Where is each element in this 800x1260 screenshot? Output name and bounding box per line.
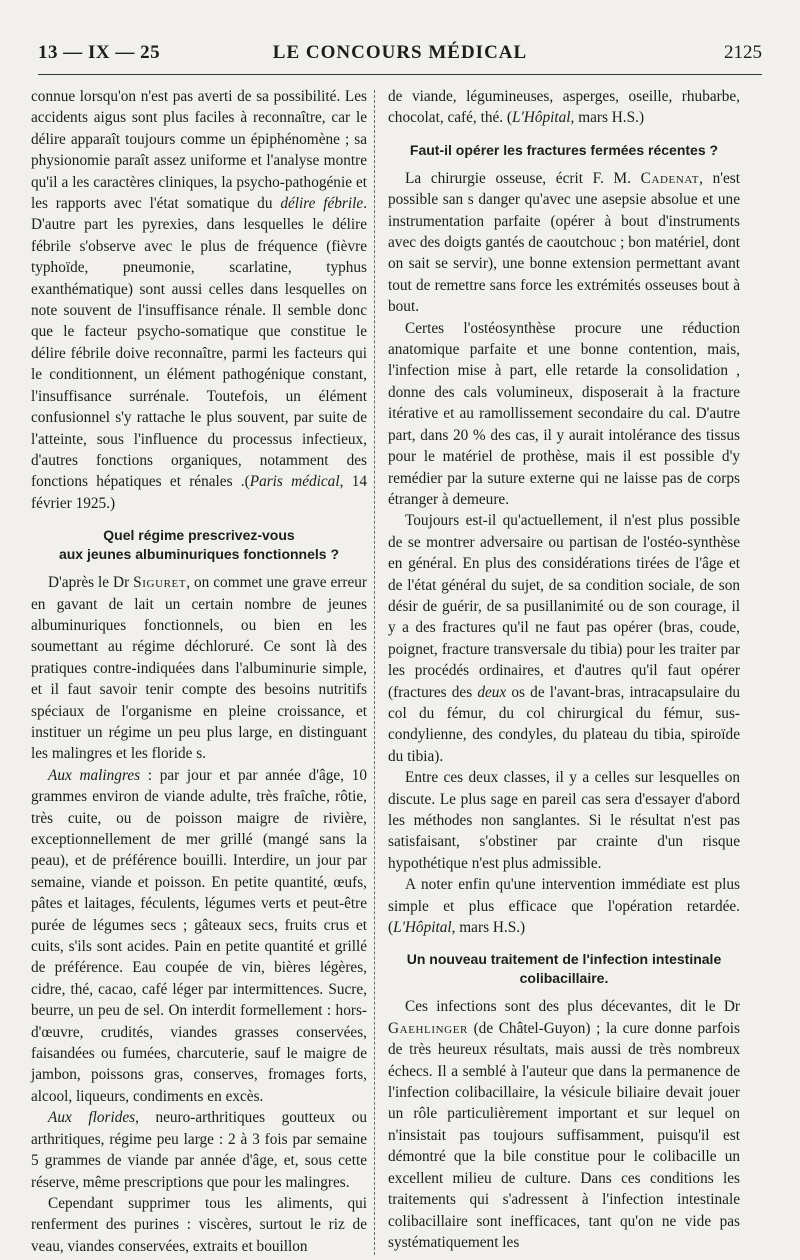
column-divider [374,90,375,1255]
article-heading-fractures: Faut-il opérer les fractures fermées récentes ? [409,141,719,158]
page-header [38,36,762,75]
left-paragraph-florides: Aux florides, neuro-arthritiques goutteux ou arthritiques, régime peu large : 2 à 3 fois par semaine 5 grammes de viande par année d'âge, et, sous cette réserve, même prescriptions que pour les malingres. [31,1109,367,1191]
header-page-number: 2125 [724,42,762,63]
right-paragraph-5: Entre ces deux classes, il y a celles sur lesquelles on discute. Le plus sage en pareil cas sera d'essayer d'abord les méthodes non sanglantes. Si le résultat n'est pas satisfaisant, s'obstiner par crainte d'un risque hypothétique n'est plus admissible. [388,769,740,872]
right-paragraph-3: Certes l'ostéosynthèse procure une réduction anatomique parfaite et une bonne contention, mais, l'infection mise à part, elle retarde la consolidation , donne des cals volumineux, disposerait à la fracture itérative et au ramollissement secondaire du cal. D'autre part, dans 20 % des cas, il y aurait intolérance des tissus pour le matériel de prothèse, mais il est possible d'y remédier par la suture externe qui ne laisse pas de corps étranger à demeure. [388,319,740,508]
left-column [31,86,367,1257]
left-paragraph-2: D'après le Dr Siguret, on commet une grave erreur en gavant de lait un certain nombre de jeunes albuminuriques fonctionnels, ou bien en les soumettant au régime déchloruré. Ce sont là des pratiques contre-indiquées dans l'albuminurie simple, et il faut savoir tenir compte des besoins nutritifs spéciaux de l'organisme en pleine croissance, et instituer un régime un peu plus large, en distinguant les malingres et les floride s. [31,574,367,763]
right-paragraph-6: A noter enfin qu'une intervention immédiate est plus simple et plus efficace que l'opération retardée. (L'Hôpital, mars H.S.) [388,876,740,937]
article-heading-regime: Quel régime prescrivez-vous aux jeunes albuminuriques fonctionnels ? [58,527,340,563]
left-paragraph-malingres: Aux malingres : par jour et par année d'âge, 10 grammes environ de viande adulte, très fraîche, rôtie, très cuite, ou de poisson maigre de rivière, exceptionnellement de mer grillé (mangé sans la peau), et de préférence bouilli. Interdire, un jour par semaine, viande et poisson. En petite quantité, œufs, pâtes et laitages, féculents, légumes verts et peut-être purée de légumes secs ; gâteaux secs, fruits crus et cuits, s'ils sont acides. Pain en petite quantité et grillé de préférence. Eau coupée de vin, bières légères, cidre, thé, cacao, café léger par intermittences. Sucre, beurre, un peu de sel. On interdit formellement : hors-d'œuvre, crudités, viandes grasses conservées, faisandées ou fumées, charcuterie, sauf le maigre de jambon, poissons gras, conserves, fromages forts, alcool, liqueurs, condiments en excès. [31,766,367,1105]
header-date: 13 — IX — 25 [38,42,161,63]
right-paragraph-7: Ces infections sont des plus décevantes, dit le Dr Gaehlinger (de Châtel-Guyon) ; la cure donne parfois de très heureux résultats, mais aussi de très nombreux échecs. Il a semblé à l'auteur que dans la permanence de l'infection colibacillaire, la vésicule biliaire devait jouer un rôle particulièrement important et sur lequel on n'insistait pas toujours suffisamment, puisqu'il est démontré que la bile constitue pour le colibacille un excellent milieu de culture. Dans ces conditions les traitements qui s'adressent à l'infection intestinale colibacillaire sont inefficaces, tant qu'on ne vide pas systématiquement les [388,998,740,1251]
right-paragraph-1: de viande, légumineuses, asperges, oseille, rhubarbe, chocolat, café, thé. (L'Hôpital, mars H.S.) [388,88,740,127]
header-journal-title: LE CONCOURS MÉDICAL [272,42,528,63]
right-column [388,86,740,1253]
right-paragraph-2: La chirurgie osseuse, écrit F. M. Cadenat, n'est possible san s danger qu'avec une asepsie absolue et une instrumentation parfaite (opérer à bout d'instruments avec des doigts gantés de caoutchouc ; bon matériel, dont on sait se servir), une bonne extension permettant avant tout de remettre sans force les extrémités osseuses bout à bout. [388,169,741,316]
right-paragraph-4: Toujours est-il qu'actuellement, il n'est plus possible de se montrer adversaire ou partisan de l'ostéo-synthèse en général. En plus des considérations tirées de l'âge et de l'état général du sujet, de sa condition sociale, de son désir de guérir, de sa pusillanimité ou de son courage, il y a des fractures qu'il ne faut pas opérer (bras, coude, poignet, fracture transversale du tibia) pour les traiter par les procédés ordinaires, et d'autres qu'il faut opérer (fractures des deux os de l'avant-bras, intracapsulaire du col du fémur, du col chirurgical du fémur, sus-condylienne, des condyles, du plateau du tibia, spiroïde du tibia). [388,512,741,765]
article-heading-colibacillaire: Un nouveau traitement de l'infection intestinale colibacillaire. [406,951,722,987]
left-paragraph-1: connue lorsqu'on n'est pas averti de sa possibilité. Les accidents aigus sont plus faciles à reconnaître, car le délire apparaît toujours comme un épiphénomène ; sa physionomie paraît assez uniforme et l'analyse montre qu'il a les caractères cliniques, la psycho-pathogénie et les rapports avec l'état somatique du délire fébrile. D'autre part les pyrexies, dans lesquelles le délire fébrile s'observe avec le plus de fréquence (fièvre typhoïde, pneumonie, scarlatine, typhus exanthématique) sont aussi celles dans lesquelles on note souvent de l'insuffisance rénale. Il semble donc que le facteur psycho-somatique que constitue le délire fébrile doive reconnaître, parmi les facteurs qui le conditionnent, un élément pathogénique constant, l'insuffisance surrénale. Toutefois, un élément confusionnel s'y rattache le plus souvent, par suite de l'atteinte, sous l'influence du processus infectieux, d'autres fonctions organiques, notamment des fonctions hépatiques et rénales .(Paris médical, 14 février 1925.) [31,88,368,512]
left-paragraph-purines: Cependant supprimer tous les aliments, qui renferment des purines : viscères, surtout le riz de veau, viandes conservées, extraits et bouillon [31,1194,367,1255]
